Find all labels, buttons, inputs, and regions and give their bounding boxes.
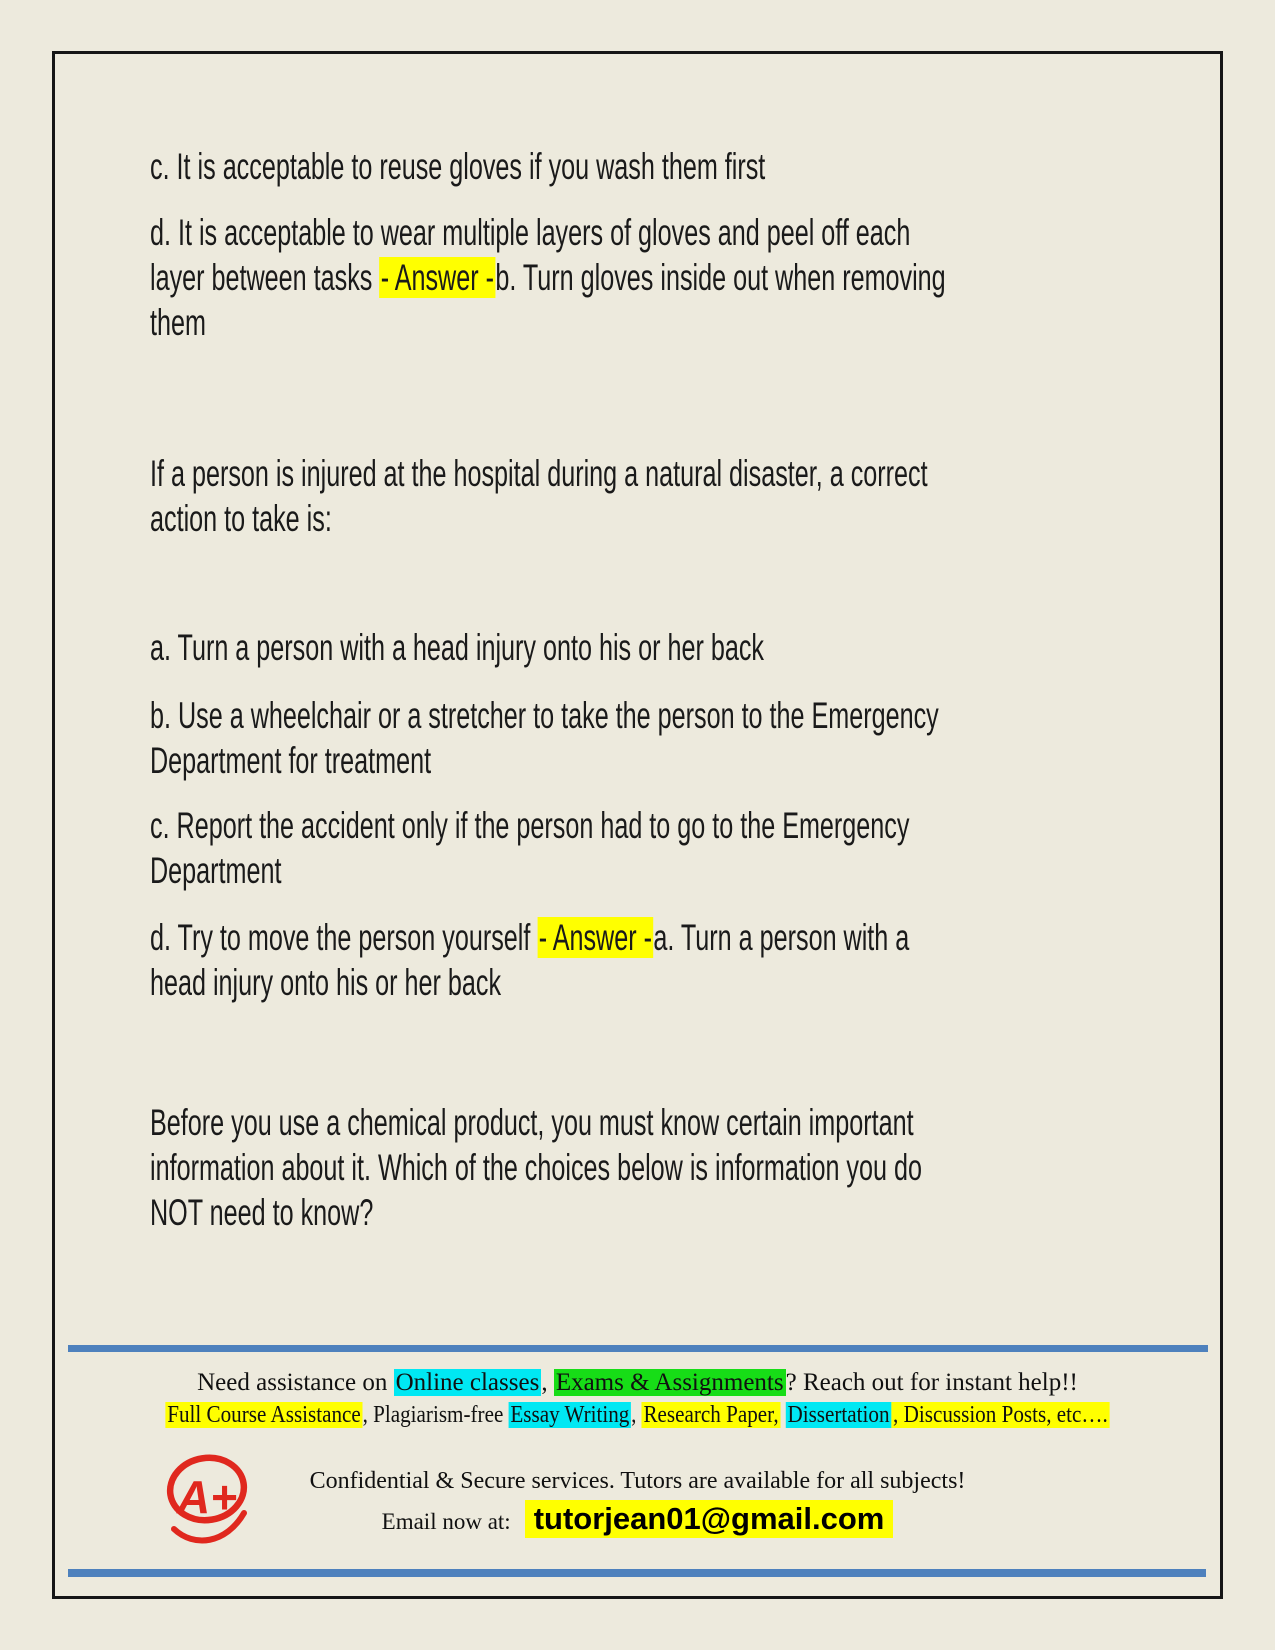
text-run: c. Report the accident only if the person had to go to the Emergency — [150, 805, 910, 846]
highlighted-text: Research Paper, — [643, 1402, 779, 1428]
paragraph — [150, 451, 928, 541]
bottom-divider — [68, 1569, 1206, 1577]
top-divider — [68, 1345, 1208, 1352]
text-run: layer between tasks — [150, 257, 380, 298]
text-line — [150, 451, 928, 496]
text-line — [150, 255, 946, 300]
text-run: b. Use a wheelchair or a stretcher to take the person to the Emergency — [150, 695, 939, 736]
text-run: , Plagiarism-free — [362, 1402, 509, 1428]
highlighted-text: Essay Writing — [510, 1402, 630, 1428]
text-run: , — [631, 1402, 642, 1428]
text-run: information about it. Which of the choices below is information you do — [150, 1147, 922, 1188]
text-run: , — [541, 1369, 554, 1396]
text-run: b. Turn gloves inside out when removing — [495, 257, 946, 298]
paragraph — [150, 693, 939, 783]
text-run: d. Try to move the person yourself — [150, 917, 538, 958]
highlighted-text: Dissertation — [787, 1402, 890, 1428]
text-line — [150, 738, 830, 783]
text-run: Before you use a chemical product, you must know certain important — [150, 1102, 914, 1143]
text-run: head injury onto his or her back — [150, 962, 502, 1003]
text-run: action to take is: — [150, 498, 332, 539]
text-run: ? Reach out for instant help!! — [785, 1369, 1078, 1396]
text-run: NOT need to know? — [150, 1192, 374, 1233]
text-line — [150, 915, 910, 960]
text-run: a. Turn a person with a — [653, 917, 910, 958]
text-line — [150, 848, 830, 893]
text-run: Department — [150, 850, 282, 891]
highlighted-text: Full Course Assistance — [167, 1402, 361, 1428]
highlighted-text: - Answer - — [380, 257, 494, 298]
email-label: Email now at: — [381, 1509, 511, 1534]
text-run: Department for treatment — [150, 740, 432, 781]
highlighted-text: Exams & Assignments — [555, 1369, 784, 1396]
paragraph — [150, 1100, 922, 1235]
text-run: c. It is acceptable to reuse gloves if you wash them first — [150, 146, 766, 187]
document-body — [150, 144, 1150, 1235]
text-run: Need assistance on — [197, 1369, 394, 1396]
text-line — [150, 1190, 830, 1235]
confidential-line: Confidential & Secure services. Tutors are available for all subjects! — [309, 1468, 966, 1494]
highlighted-text: , Discussion Posts, etc…. — [893, 1402, 1108, 1428]
email-address: tutorjean01@gmail.com — [525, 1500, 894, 1538]
paragraph — [150, 144, 830, 189]
highlighted-text: Online classes — [395, 1369, 540, 1396]
paragraph — [150, 625, 830, 670]
email-line — [40, 1500, 1235, 1538]
text-line — [150, 496, 830, 541]
text-line — [150, 1145, 922, 1190]
text-line — [150, 144, 830, 189]
text-line — [150, 693, 939, 738]
paragraph — [150, 803, 910, 893]
text-run: d. It is acceptable to wear multiple layers of gloves and peel off each — [150, 212, 911, 253]
text-line — [150, 1100, 914, 1145]
paragraph — [150, 210, 946, 345]
text-line — [150, 300, 830, 345]
text-line — [150, 625, 830, 670]
footer-tagline-1 — [40, 1366, 1235, 1399]
logo-label: A+ — [177, 1471, 238, 1523]
paragraph — [150, 915, 910, 1005]
text-run: If a person is injured at the hospital during a natural disaster, a correct — [150, 453, 928, 494]
text-run: a. Turn a person with a head injury onto his or her back — [150, 627, 764, 668]
text-line — [150, 960, 830, 1005]
footer-tagline-2 — [112, 1399, 1164, 1432]
highlighted-text: - Answer - — [538, 917, 652, 958]
text-line — [150, 803, 910, 848]
text-line — [150, 210, 911, 255]
text-run: them — [150, 302, 206, 343]
